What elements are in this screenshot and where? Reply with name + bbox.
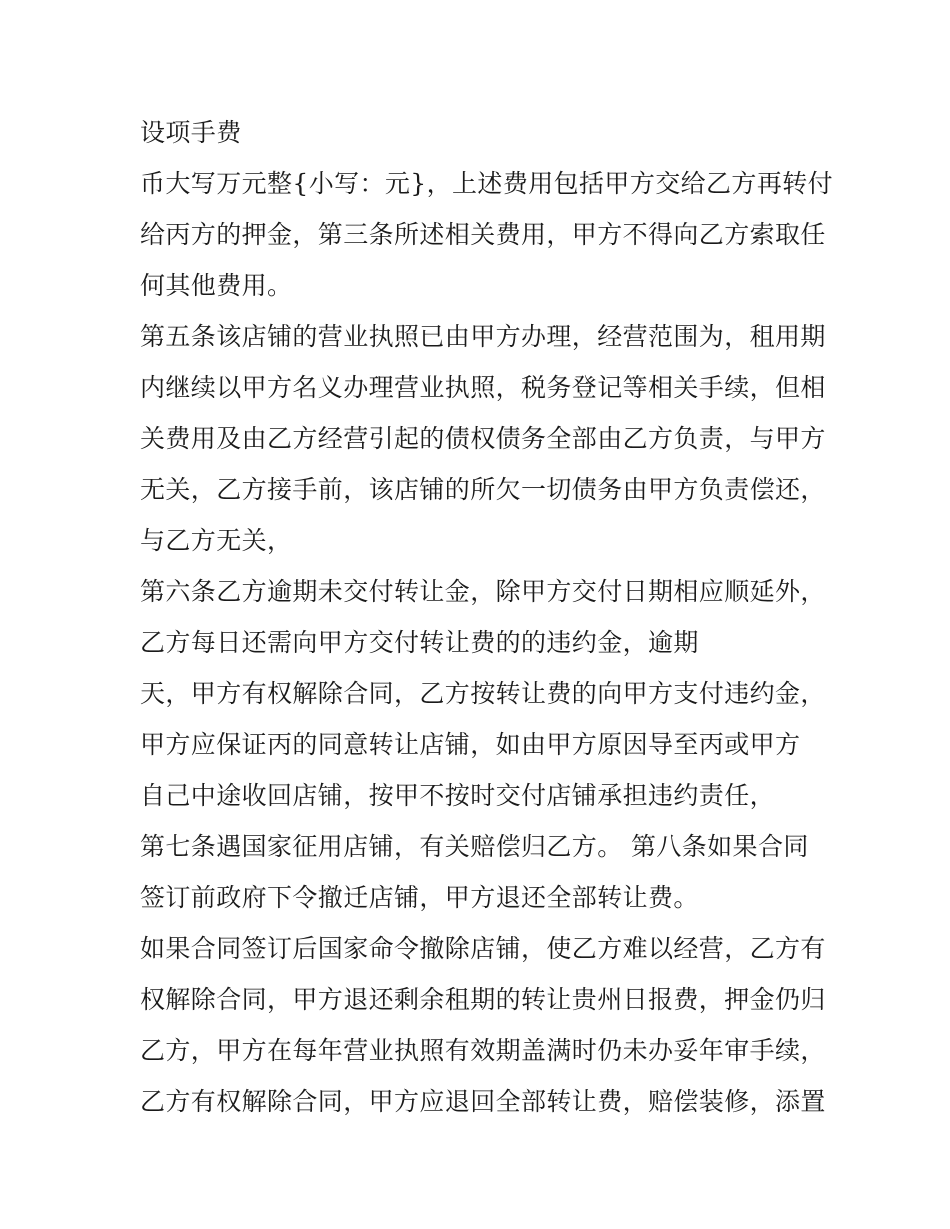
text-line: 乙方每日还需向甲方交付转让费的的违约金，逾期 bbox=[140, 628, 699, 657]
text-line: 乙方，甲方在每年营业执照有效期盖满时仍未办妥年审手续， bbox=[140, 1036, 826, 1065]
text-line: 设项手费 bbox=[140, 118, 242, 147]
text-line: 给丙方的押金，第三条所述相关费用，甲方不得向乙方索取任 bbox=[140, 220, 826, 249]
text-line: 天，甲方有权解除合同，乙方按转让费的向甲方支付违约金， bbox=[140, 679, 826, 708]
text-line: 甲方应保证丙的同意转让店铺，如由甲方原因导至丙或甲方 bbox=[140, 730, 801, 759]
text-line: 第五条该店铺的营业执照已由甲方办理，经营范围为，租用期 bbox=[140, 322, 826, 351]
text-line: 第七条遇国家征用店铺，有关赔偿归乙方。 第八条如果合同 bbox=[140, 832, 809, 861]
text-line: 无关，乙方接手前，该店铺的所欠一切债务由甲方负责偿还， bbox=[140, 475, 826, 504]
text-line: 乙方有权解除合同，甲方应退回全部转让费，赔偿装修，添置 bbox=[140, 1087, 826, 1116]
text-line: 内继续以甲方名义办理营业执照，税务登记等相关手续，但相 bbox=[140, 373, 826, 402]
text-line: 何其他费用。 bbox=[140, 271, 293, 300]
text-line: 币大写万元整{小写：元}，上述费用包括甲方交给乙方再转付 bbox=[140, 169, 834, 198]
text-line: 权解除合同，甲方退还剩余租期的转让贵州日报费，押金仍归 bbox=[140, 985, 826, 1014]
text-line: 第六条乙方逾期未交付转让金，除甲方交付日期相应顺延外， bbox=[140, 577, 826, 606]
text-line: 签订前政府下令撤迁店铺，甲方退还全部转让费。 bbox=[140, 883, 699, 912]
text-line: 如果合同签订后国家命令撤除店铺，使乙方难以经营，乙方有 bbox=[140, 934, 826, 963]
document-body bbox=[140, 107, 834, 1127]
text-line: 关费用及由乙方经营引起的债权债务全部由乙方负责，与甲方 bbox=[140, 424, 826, 453]
text-line: 自己中途收回店铺，按甲不按时交付店铺承担违约责任， bbox=[140, 781, 776, 810]
text-line: 与乙方无关， bbox=[140, 526, 293, 555]
